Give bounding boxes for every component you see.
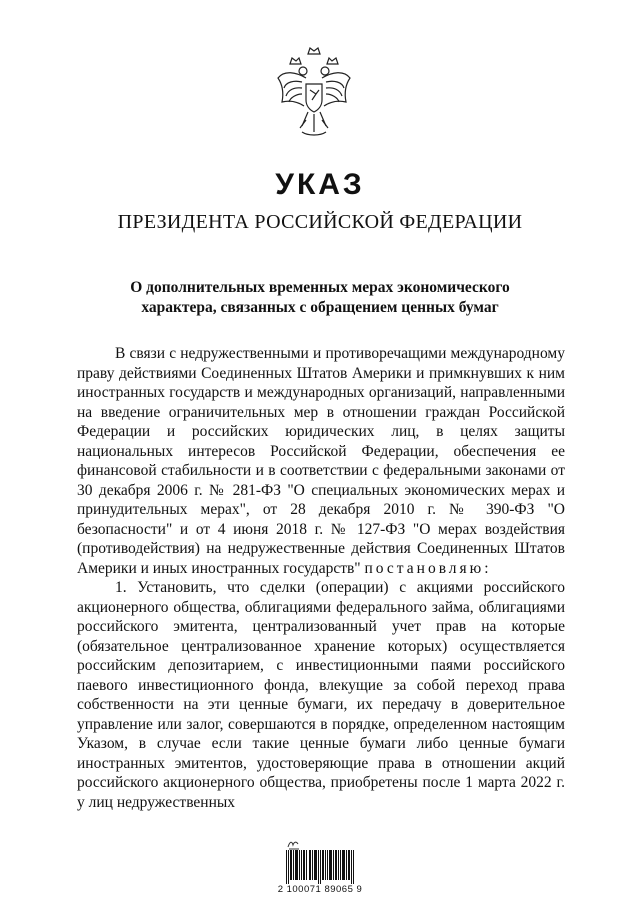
- publisher-stamp-icon: [286, 838, 302, 850]
- preamble-paragraph: [77, 344, 565, 578]
- footer-barcode-block: [277, 838, 363, 898]
- preamble-text: В связи с недружественными и противоречащими международному праву действиями Соединенных Штатов Америки и примкнувших к ним иностранных государств и международных организаций, направленными на введение ограничительных мер в отношении граждан Российской Федерации и российских юридических лиц, в целях защиты национальных интересов Российской Федерации, обеспечения ее финансовой стабильности и в соответствии с федеральными законами от 30 декабря 2006 г. № 281-ФЗ "О специальных экономических мерах и принудительных мерах", от 28 декабря 2010 г. № 390-ФЗ "О безопасности" и от 4 июня 2018 г. № 127-ФЗ "О мерах воздействия (противодействия) на недружественные действия Соединенных Штатов Америки и иных иностранных государств": [77, 345, 565, 577]
- decree-body: [77, 344, 565, 812]
- barcode-number: 2 100071 89065 9: [277, 884, 363, 895]
- russian-coat-of-arms-icon: [272, 44, 356, 140]
- operative-verb: постановляю:: [364, 559, 492, 577]
- document-type-heading: УКАЗ: [275, 168, 365, 201]
- decree-title: О дополнительных временных мерах экономического характера, связанных с обращением ценных бумаг: [130, 279, 510, 316]
- barcode-icon: [286, 850, 354, 884]
- issuer-heading: ПРЕЗИДЕНТА РОССИЙСКОЙ ФЕДЕРАЦИИ: [117, 211, 523, 233]
- item-1-paragraph: 1. Установить, что сделки (операции) с акциями российского акционерного общества, облигациями федерального займа, облигациями российского эмитента, централизованный учет прав на которые (обязательное централизованное хранение которых) осуществляется российским депозитарием, с инвестиционными паями российского паевого инвестиционного фонда, влекущие за собой переход права собственности на эти ценные бумаги, их передачу в доверительное управление или залог, совершаются в порядке, определенном настоящим Указом, в случае если такие ценные бумаги либо ценные бумаги иностранных эмитентов, удостоверяющие права в отношении акций российского акционерного общества, приобретены после 1 марта 2022 г. у лиц недружественных: [77, 579, 565, 811]
